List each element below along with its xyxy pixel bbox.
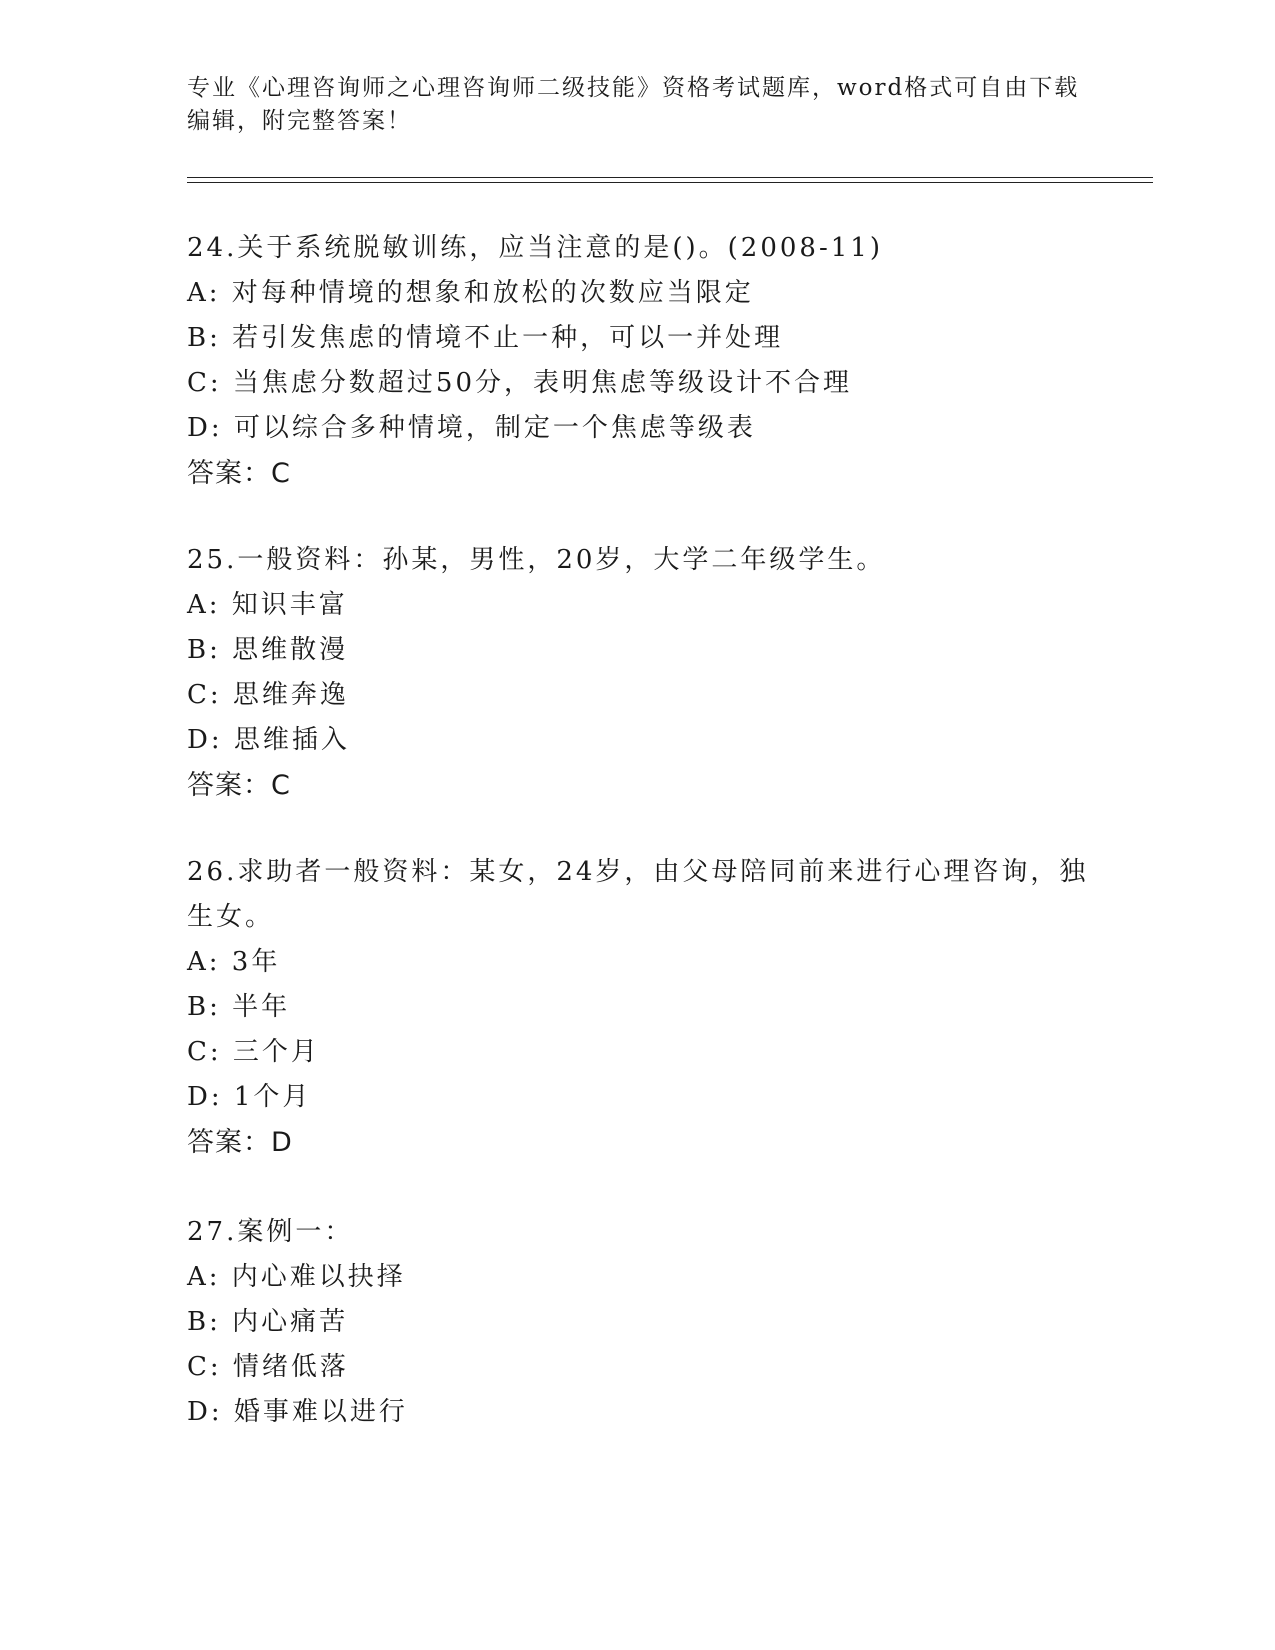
option-b: B: 内心痛苦 xyxy=(187,1307,349,1337)
option-c: C: 情绪低落 xyxy=(187,1352,349,1382)
question-stem-line-2: 生女。 xyxy=(187,902,275,932)
option-c: C: 思维奔逸 xyxy=(187,680,349,710)
answer-line: 答案：C xyxy=(187,458,291,489)
header-divider-bottom xyxy=(187,182,1153,183)
option-d: D: 思维插入 xyxy=(187,725,350,755)
option-a: A: 对每种情境的想象和放松的次数应当限定 xyxy=(187,278,754,308)
answer-line: 答案：D xyxy=(187,1127,293,1158)
question-stem: 27.案例一： xyxy=(187,1217,354,1247)
option-c: C: 三个月 xyxy=(187,1037,320,1067)
question-27 xyxy=(187,1210,1087,1435)
question-26 xyxy=(187,850,1087,1165)
option-b: B: 若引发焦虑的情境不止一种，可以一并处理 xyxy=(187,323,784,353)
question-stem: 24.关于系统脱敏训练，应当注意的是()。(2008-11) xyxy=(187,233,883,263)
option-a: A: 3年 xyxy=(187,947,281,977)
header-divider-top xyxy=(187,177,1153,178)
option-a: A: 知识丰富 xyxy=(187,590,348,620)
document-header xyxy=(187,72,1087,138)
option-b: B: 半年 xyxy=(187,992,291,1022)
option-a: A: 内心难以抉择 xyxy=(187,1262,406,1292)
answer-line: 答案：C xyxy=(187,770,291,801)
option-d: D: 婚事难以进行 xyxy=(187,1397,408,1427)
option-c: C: 当焦虑分数超过50分，表明焦虑等级设计不合理 xyxy=(187,368,853,398)
option-d: D: 1个月 xyxy=(187,1082,312,1112)
option-d: D: 可以综合多种情境，制定一个焦虑等级表 xyxy=(187,413,756,443)
header-line-1: 专业《心理咨询师之心理咨询师二级技能》资格考试题库，word格式可自由下载 xyxy=(187,75,1080,101)
option-b: B: 思维散漫 xyxy=(187,635,349,665)
question-25 xyxy=(187,538,1087,808)
question-24 xyxy=(187,226,1087,496)
question-stem-line-1: 26.求助者一般资料：某女，24岁，由父母陪同前来进行心理咨询，独 xyxy=(187,857,1089,887)
question-stem: 25.一般资料：孙某，男性，20岁，大学二年级学生。 xyxy=(187,545,886,575)
header-line-2: 编辑，附完整答案！ xyxy=(187,108,412,134)
